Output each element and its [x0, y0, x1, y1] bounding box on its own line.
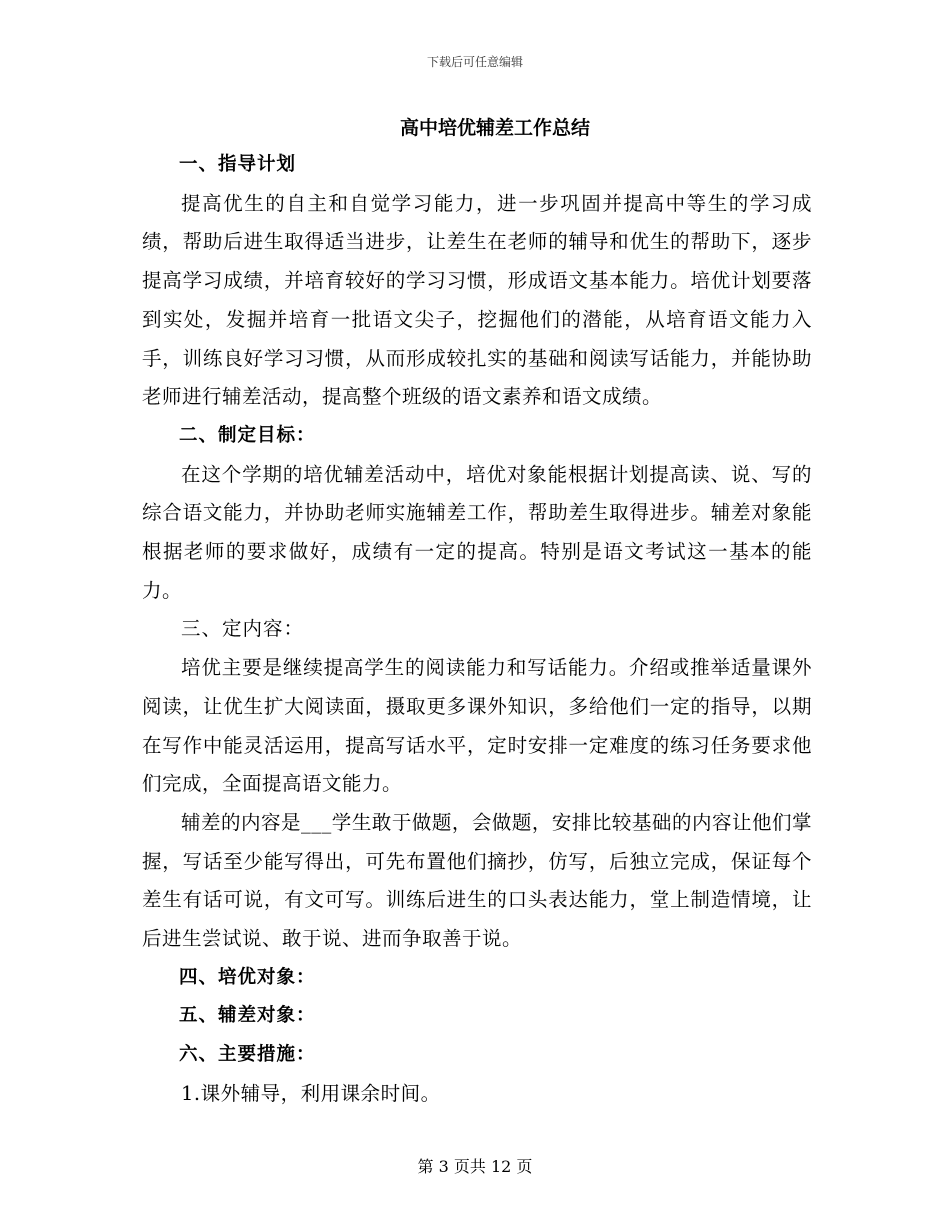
- page-number: 第 3 页共 12 页: [417, 1157, 533, 1176]
- section-heading-advanced-targets: 四、培优对象：: [179, 966, 316, 988]
- section-heading-guidance: 一、指导计划: [179, 154, 297, 175]
- section-heading-measures: 六、主要措施：: [179, 1044, 316, 1066]
- paragraph-goals: 在这个学期的培优辅差活动中，培优对象能根据计划提高读、说、写的综合语文能力，并协助老师实施辅差工作，帮助差生取得进步。辅差对象能根据老师的要求做好，成绩有一定的提高。特别是语文考试这一基本的能力。: [142, 462, 812, 602]
- document-title: 高中培优辅差工作总结: [399, 117, 590, 139]
- section-heading-content: 三、定内容：: [181, 617, 305, 641]
- header-note: 下载后可任意编辑: [426, 55, 523, 69]
- paragraph-guidance: 提高优生的自主和自觉学习能力，进一步巩固并提高中等生的学习成绩，帮助后进生取得适当进步，让差生在老师的辅导和优生的帮助下，逐步提高学习成绩，并培育较好的学习习惯，形成语文基本能力。培优计划要落到实处，发掘并培育一批语文尖子，挖掘他们的潜能，从培育语文能力入手，训练良好学习习惯，从而形成较扎实的基础和阅读写话能力，并能协助老师进行辅差活动，提高整个班级的语文素养和语文成绩。: [142, 191, 812, 409]
- paragraph-content-advanced: 培优主要是继续提高学生的阅读能力和写话能力。介绍或推举适量课外阅读，让优生扩大阅读面，摄取更多课外知识，多给他们一定的指导，以期在写作中能灵活运用，提高写话水平，定时安排一定难度的练习任务要求他们完成，全面提高语文能力。: [142, 656, 812, 796]
- section-heading-remedial-targets: 五、辅差对象：: [179, 1005, 316, 1027]
- paragraph-measure-1: 1.课外辅导，利用课余时间。: [181, 1081, 441, 1105]
- paragraph-content-remedial: 辅差的内容是___学生敢于做题，会做题，安排比较基础的内容让他们掌握，写话至少能写得出，可先布置他们摘抄，仿写，后独立完成，保证每个差生有话可说，有文可写。训练后进生的口头表达能力，堂上制造情境，让后进生尝试说、敢于说、进而争取善于说。: [142, 810, 812, 951]
- section-heading-goals: 二、制定目标：: [179, 424, 316, 446]
- document-body: [142, 146, 812, 1114]
